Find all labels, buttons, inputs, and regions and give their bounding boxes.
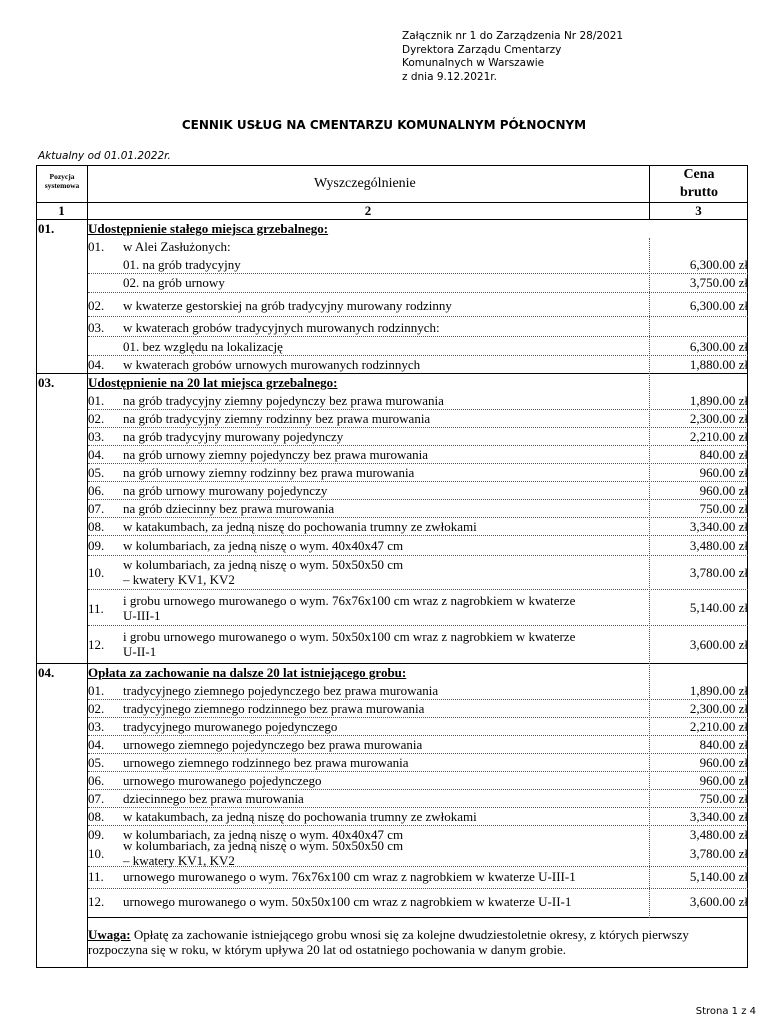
section-title: Udostępnienie stałego miejsca grzebalnego: [88, 221, 329, 236]
page-number: Strona 1 z 4 [695, 1006, 756, 1017]
row-text: i grobu urnowego murowanego o wym. 50x50x100 cm wraz z nagrobkiem w kwaterze [123, 629, 576, 644]
row-price: 750.00 zł [699, 501, 748, 516]
row-price: 2,210.00 zł [689, 719, 748, 734]
row-text: w kwaterach grobów tradycyjnych murowanych rodzinnych: [123, 320, 440, 335]
row-price: 6,300.00 zł [689, 257, 748, 272]
col-header-price [650, 166, 748, 202]
row-price: 1,890.00 zł [689, 683, 748, 698]
row-number: 07. [88, 501, 105, 516]
row-text-continued: U-II-1 [123, 644, 157, 659]
dotted-separator [88, 589, 748, 590]
row-price: 5,140.00 zł [689, 869, 748, 884]
row-price: 840.00 zł [699, 447, 748, 462]
row-number: 04. [88, 737, 105, 752]
row-number: 10. [88, 846, 105, 861]
row-number: 07. [88, 791, 105, 806]
dotted-separator [88, 888, 748, 889]
dotted-separator [88, 445, 748, 446]
dotted-separator [88, 555, 748, 556]
row-text: na grób urnowy ziemny pojedynczy bez prawa murowania [123, 447, 429, 462]
row-number: 09. [88, 538, 105, 553]
col-header-position: Pozycja systemowa [44, 172, 80, 190]
row-number: 02. [88, 298, 105, 313]
row-text: w kolumbariach, za jedną niszę o wym. 40x40x47 cm [123, 827, 404, 842]
row-price: 750.00 zł [699, 791, 748, 806]
col-number: 1 [58, 203, 65, 218]
note-label: Uwaga: [88, 927, 131, 942]
row-number: 05. [88, 755, 105, 770]
row-number: 03. [88, 719, 105, 734]
dotted-separator [88, 463, 748, 464]
row-divider [36, 219, 748, 220]
dotted-separator [88, 866, 748, 867]
row-number: 12. [88, 894, 105, 909]
row-text: urnowego murowanego o wym. 50x50x100 cm wraz z nagrobkiem w kwaterze U-II-1 [123, 894, 572, 909]
row-price: 960.00 zł [699, 465, 748, 480]
row-text: tradycyjnego ziemnego pojedynczego bez prawa murowania [123, 683, 439, 698]
col-header-price-line2: brutto [679, 185, 719, 200]
row-text: urnowego ziemnego pojedynczego bez prawa murowania [123, 737, 423, 752]
row-number: 10. [88, 565, 105, 580]
dotted-separator [88, 699, 748, 700]
row-price: 960.00 zł [699, 483, 748, 498]
row-text: urnowego murowanego o wym. 76x76x100 cm wraz z nagrobkiem w kwaterze U-III-1 [123, 869, 576, 884]
row-text: urnowego ziemnego rodzinnego bez prawa murowania [123, 755, 409, 770]
row-number: 12. [88, 637, 105, 652]
row-price: 6,300.00 zł [689, 298, 748, 313]
row-number: 01. [88, 393, 105, 408]
row-number: 11. [88, 601, 104, 616]
col-header-description: Wyszczególnienie [314, 176, 416, 191]
section-number: 01. [38, 221, 55, 236]
row-number: 04. [88, 357, 105, 372]
row-text: na grób tradycyjny ziemny rodzinny bez prawa murowania [123, 411, 431, 426]
row-text: w kolumbariach, za jedną niszę o wym. 50x50x50 cm [123, 557, 404, 572]
section-title: Udostępnienie na 20 lat miejsca grzebalnego: [88, 375, 338, 390]
section-number: 03. [38, 375, 55, 390]
note-text: Opłatę za zachowanie istniejącego grobu wnosi się za kolejne dwudziestoletnie okresy, z których pierwszy rozpoczyna się w roku, w którym upływa 20 lat od ostatniego pochowania w danym grobie. [88, 927, 689, 957]
valid-from: Aktualny od 01.01.2022r. [38, 150, 171, 162]
price-column-divider [649, 238, 650, 918]
dotted-separator [88, 625, 748, 626]
row-price: 3,600.00 zł [689, 894, 748, 909]
dotted-separator [88, 735, 748, 736]
row-text: w kwaterze gestorskiej na grób tradycyjny murowany rodzinny [123, 298, 452, 313]
row-price: 3,480.00 zł [689, 538, 748, 553]
row-price: 2,210.00 zł [689, 429, 748, 444]
row-number: 05. [88, 465, 105, 480]
row-text: urnowego murowanego pojedynczego [123, 773, 322, 788]
row-text-continued: U-III-1 [123, 608, 161, 623]
row-text: na grób urnowy ziemny rodzinny bez prawa murowania [123, 465, 415, 480]
row-price: 3,780.00 zł [689, 846, 748, 861]
dotted-separator [88, 427, 748, 428]
row-number: 08. [88, 519, 105, 534]
annex-header [402, 30, 623, 84]
dotted-separator [88, 499, 748, 500]
row-number: 02. [88, 701, 105, 716]
row-text: w kolumbariach, za jedną niszę o wym. 50x50x50 cm [123, 838, 404, 853]
row-number: 01. [88, 683, 105, 698]
col-header-price-line1: Cena [683, 167, 715, 182]
row-text: na grób urnowy murowany pojedynczy [123, 483, 328, 498]
row-price: 1,890.00 zł [689, 393, 748, 408]
row-price: 3,340.00 zł [689, 809, 748, 824]
row-price: 3,340.00 zł [689, 519, 748, 534]
document-title: CENNIK USŁUG NA CMENTARZU KOMUNALNYM PÓŁNOCNYM [181, 118, 587, 132]
row-price: 1,880.00 zł [689, 357, 748, 372]
row-number: 06. [88, 483, 105, 498]
row-number: 04. [88, 447, 105, 462]
dotted-separator [88, 355, 748, 356]
section-number: 04. [38, 665, 55, 680]
row-price: 960.00 zł [699, 755, 748, 770]
row-price: 5,140.00 zł [689, 600, 748, 615]
row-price: 960.00 zł [699, 773, 748, 788]
row-number: 06. [88, 773, 105, 788]
row-number: 03. [88, 320, 105, 335]
note [88, 927, 728, 957]
row-number: 11. [88, 869, 104, 884]
row-text: 01. na grób tradycyjny [123, 257, 241, 272]
dotted-separator [88, 535, 748, 536]
row-text: tradycyjnego murowanego pojedynczego [123, 719, 338, 734]
row-text-continued: – kwatery KV1, KV2 [123, 853, 235, 868]
row-number: 01. [88, 239, 105, 254]
row-text: w kwaterach grobów urnowych murowanych rodzinnych [123, 357, 421, 372]
row-number: 02. [88, 411, 105, 426]
row-text: 02. na grób urnowy [123, 275, 225, 290]
row-price: 2,300.00 zł [689, 411, 748, 426]
dotted-separator [88, 789, 748, 790]
row-text: na grób tradycyjny ziemny pojedynczy bez prawa murowania [123, 393, 444, 408]
row-text: w Alei Zasłużonych: [123, 239, 231, 254]
dotted-separator [88, 273, 748, 274]
row-text: na grób dziecinny bez prawa murowania [123, 501, 335, 516]
annex-line: Dyrektora Zarządu Cmentarzy [402, 43, 562, 56]
dotted-separator [88, 481, 748, 482]
dotted-separator [88, 292, 748, 293]
dotted-separator [88, 771, 748, 772]
row-text: i grobu urnowego murowanego o wym. 76x76x100 cm wraz z nagrobkiem w kwaterze [123, 593, 576, 608]
row-divider [36, 373, 748, 374]
row-price: 2,300.00 zł [689, 701, 748, 716]
dotted-separator [88, 517, 748, 518]
dotted-separator [88, 316, 748, 317]
row-number: 08. [88, 809, 105, 824]
row-price: 3,480.00 zł [689, 827, 748, 842]
col-number: 3 [695, 203, 702, 218]
dotted-separator [88, 717, 748, 718]
row-price: 3,780.00 zł [689, 565, 748, 580]
row-text: na grób tradycyjny murowany pojedynczy [123, 429, 344, 444]
row-text: w kolumbariach, za jedną niszę o wym. 40x40x47 cm [123, 538, 404, 553]
row-number: 09. [88, 827, 105, 842]
row-price: 840.00 zł [699, 737, 748, 752]
dotted-separator [88, 825, 748, 826]
row-divider [36, 663, 748, 664]
row-text: tradycyjnego ziemnego rodzinnego bez prawa murowania [123, 701, 425, 716]
annex-line: Komunalnych w Warszawie [402, 57, 545, 69]
dotted-separator [88, 807, 748, 808]
section-title: Opłata za zachowanie na dalsze 20 lat istniejącego grobu: [88, 665, 407, 680]
annex-line: Załącznik nr 1 do Zarządzenia Nr 28/2021 [402, 30, 624, 42]
row-text: w katakumbach, za jedną niszę do pochowania trumny ze zwłokami [123, 519, 477, 534]
row-price: 3,600.00 zł [689, 637, 748, 652]
col-number: 2 [364, 203, 372, 218]
dotted-separator [88, 753, 748, 754]
dotted-separator [88, 336, 748, 337]
row-text: w katakumbach, za jedną niszę do pochowania trumny ze zwłokami [123, 809, 477, 824]
annex-line: z dnia 9.12.2021r. [402, 70, 497, 83]
row-price: 6,300.00 zł [689, 339, 748, 354]
row-number: 03. [88, 429, 105, 444]
row-text: 01. bez względu na lokalizację [123, 339, 283, 354]
dotted-separator [88, 409, 748, 410]
row-text: dziecinnego bez prawa murowania [123, 791, 304, 806]
row-price: 3,750.00 zł [689, 275, 748, 290]
row-text-continued: – kwatery KV1, KV2 [123, 572, 235, 587]
